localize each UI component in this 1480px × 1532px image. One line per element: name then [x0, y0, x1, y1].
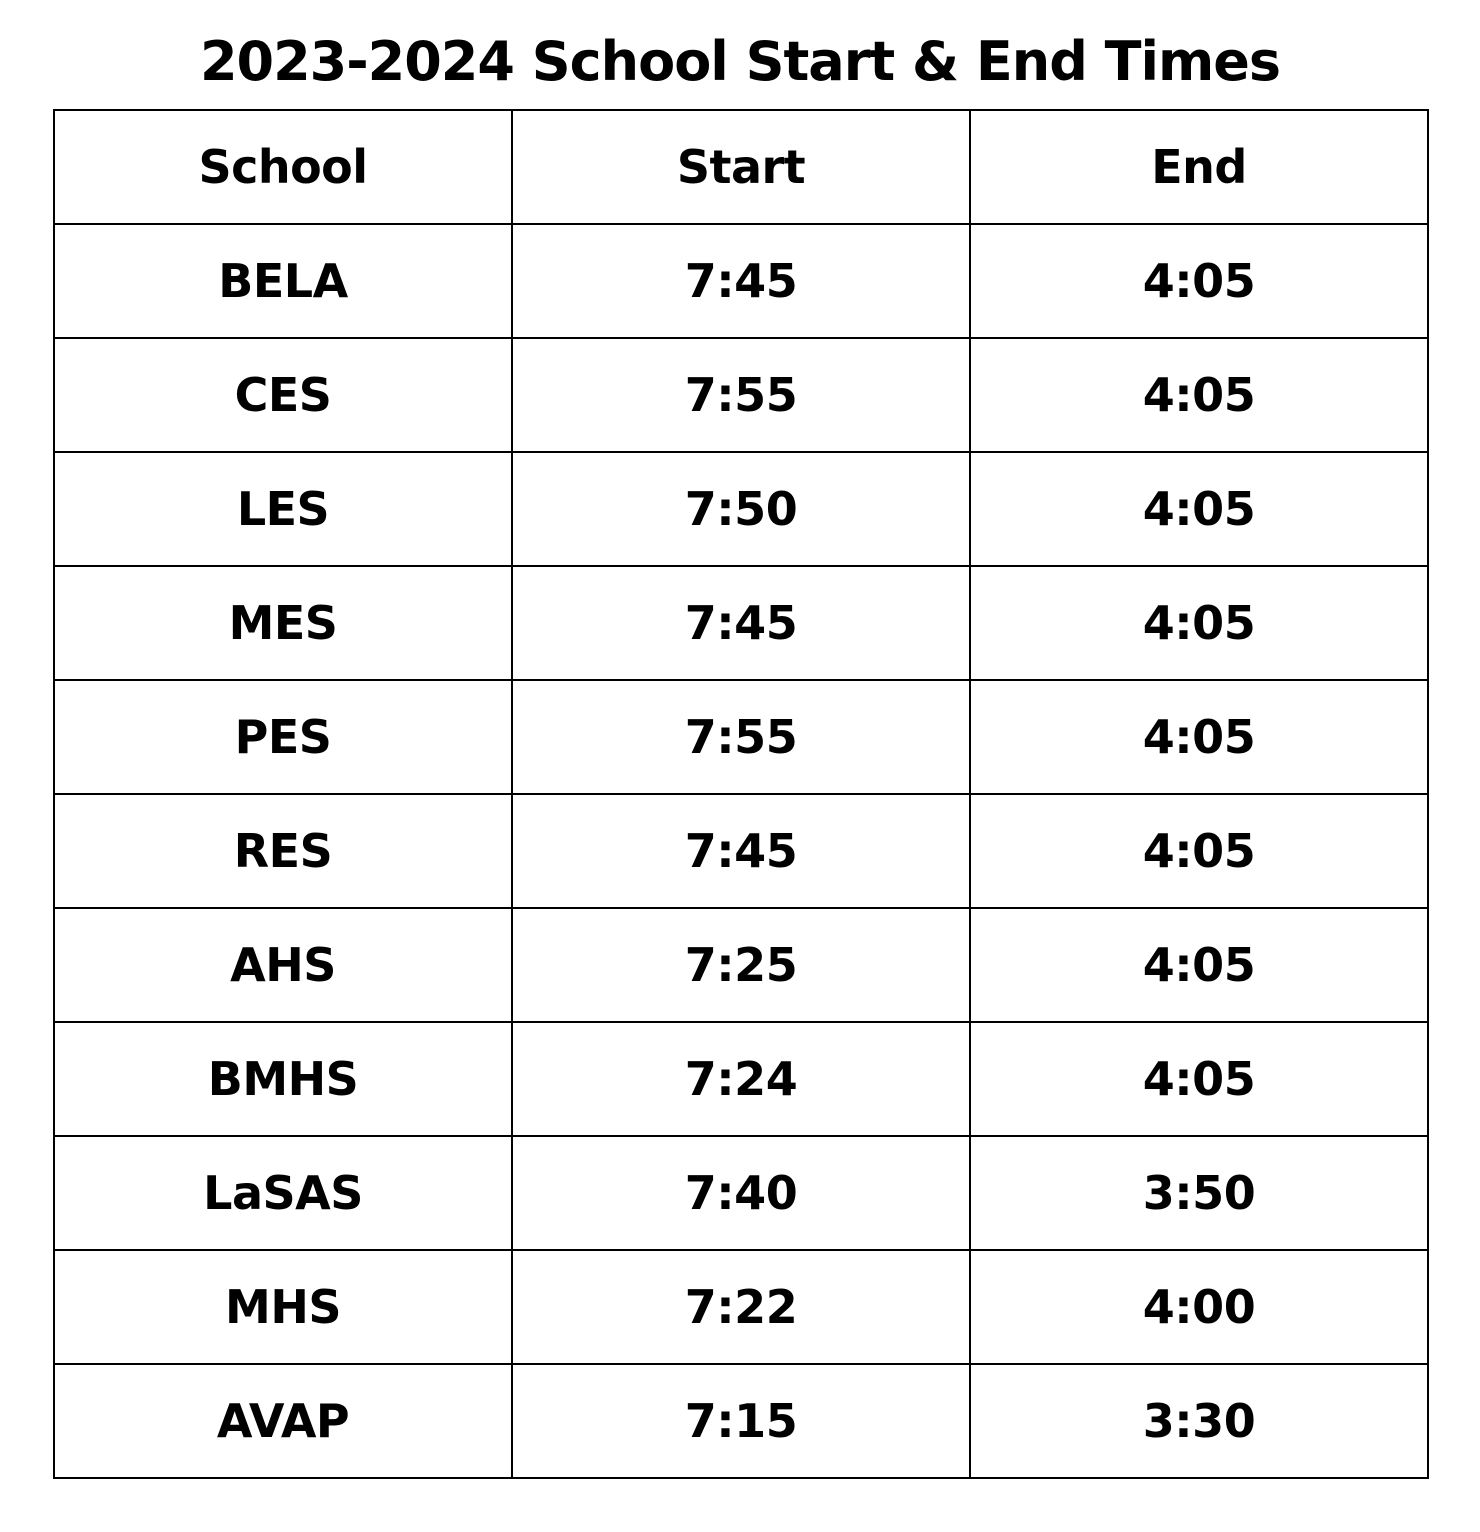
- column-header-start: Start: [512, 110, 970, 224]
- table-row: [54, 338, 1428, 452]
- end-time-cell: 4:05: [970, 566, 1428, 680]
- table-row: [54, 224, 1428, 338]
- schedule-table: [53, 109, 1429, 1479]
- column-header-school: School: [54, 110, 512, 224]
- start-time-cell: 7:55: [512, 680, 970, 794]
- table-header-row: [54, 110, 1428, 224]
- start-time-cell: 7:45: [512, 794, 970, 908]
- page-title: 2023-2024 School Start & End Times: [199, 30, 1281, 93]
- end-time-cell: 4:05: [970, 908, 1428, 1022]
- start-time-cell: 7:50: [512, 452, 970, 566]
- school-cell: LaSAS: [54, 1136, 512, 1250]
- start-time-cell: 7:45: [512, 224, 970, 338]
- school-cell: AHS: [54, 908, 512, 1022]
- school-cell: BELA: [54, 224, 512, 338]
- school-cell: RES: [54, 794, 512, 908]
- start-time-cell: 7:45: [512, 566, 970, 680]
- end-time-cell: 4:05: [970, 794, 1428, 908]
- start-time-cell: 7:25: [512, 908, 970, 1022]
- table-row: [54, 908, 1428, 1022]
- end-time-cell: 4:05: [970, 680, 1428, 794]
- school-cell: CES: [54, 338, 512, 452]
- table-row: [54, 566, 1428, 680]
- school-cell: PES: [54, 680, 512, 794]
- end-time-cell: 4:05: [970, 224, 1428, 338]
- end-time-cell: 3:50: [970, 1136, 1428, 1250]
- school-cell: MES: [54, 566, 512, 680]
- school-cell: MHS: [54, 1250, 512, 1364]
- table-row: [54, 1022, 1428, 1136]
- table-row: [54, 680, 1428, 794]
- start-time-cell: 7:15: [512, 1364, 970, 1478]
- end-time-cell: 4:00: [970, 1250, 1428, 1364]
- start-time-cell: 7:40: [512, 1136, 970, 1250]
- end-time-cell: 4:05: [970, 452, 1428, 566]
- start-time-cell: 7:24: [512, 1022, 970, 1136]
- table-row: [54, 794, 1428, 908]
- school-cell: AVAP: [54, 1364, 512, 1478]
- column-header-end: End: [970, 110, 1428, 224]
- end-time-cell: 3:30: [970, 1364, 1428, 1478]
- table-row: [54, 1136, 1428, 1250]
- end-time-cell: 4:05: [970, 1022, 1428, 1136]
- table-row: [54, 1364, 1428, 1478]
- school-cell: LES: [54, 452, 512, 566]
- table-row: [54, 452, 1428, 566]
- start-time-cell: 7:22: [512, 1250, 970, 1364]
- end-time-cell: 4:05: [970, 338, 1428, 452]
- school-cell: BMHS: [54, 1022, 512, 1136]
- table-row: [54, 1250, 1428, 1364]
- start-time-cell: 7:55: [512, 338, 970, 452]
